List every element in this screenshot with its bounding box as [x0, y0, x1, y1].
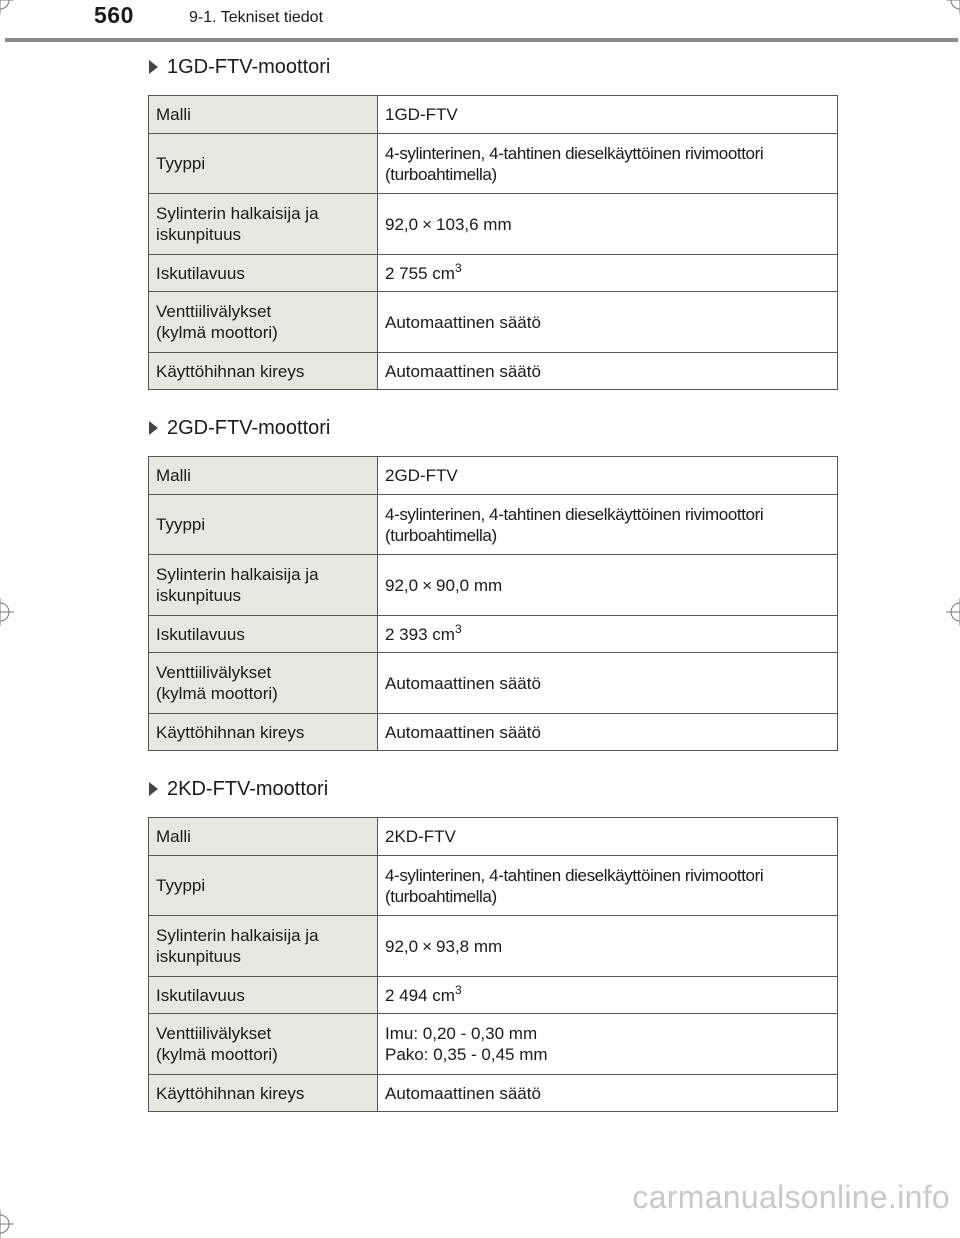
- stroke-value: 103,6 mm: [436, 214, 512, 234]
- bore-stroke-label: [149, 194, 378, 255]
- bore-stroke-value: [378, 555, 838, 616]
- triangle-bullet-icon: [149, 421, 158, 435]
- type-value: [378, 495, 838, 555]
- displacement-value: [378, 977, 838, 1014]
- valve-clearance-value: [378, 653, 838, 714]
- displacement-exponent: 3: [454, 982, 462, 997]
- model-value: 1GD-FTV: [378, 96, 838, 134]
- spec-table: [148, 95, 838, 390]
- bore-value: 92,0: [385, 936, 419, 956]
- model-value: 2GD-FTV: [378, 457, 838, 495]
- bore-stroke-label-line-2: iskunpituus: [156, 947, 242, 966]
- type-value-line-2: (turboahtimella): [385, 525, 497, 545]
- triangle-bullet-icon: [149, 782, 158, 796]
- belt-tension-value: Automaattinen säätö: [378, 714, 838, 751]
- valve-clearance-value: [378, 292, 838, 353]
- section-title: [148, 53, 330, 81]
- valve-clearance-value-line-1: Automaattinen säätö: [385, 673, 541, 693]
- displacement-number: 2 494 cm: [385, 985, 455, 1005]
- table-row: [149, 1014, 838, 1075]
- type-value: [378, 856, 838, 916]
- type-value-line-1: 4-sylinterinen, 4-tahtinen dieselkäyttöinen rivimoottori: [385, 865, 764, 885]
- section-title: [148, 414, 330, 442]
- model-label: Malli: [149, 96, 378, 134]
- model-label: Malli: [149, 457, 378, 495]
- type-value-line-2: (turboahtimella): [385, 164, 497, 184]
- displacement-value: [378, 255, 838, 292]
- table-row: [149, 96, 838, 134]
- table-row: [149, 977, 838, 1014]
- bore-stroke-label-line-1: Sylinterin halkaisija ja: [156, 926, 319, 945]
- stroke-value: 93,8 mm: [436, 936, 503, 956]
- times-sign: ×: [422, 214, 433, 234]
- bore-value: 92,0: [385, 214, 419, 234]
- valve-clearance-value: [378, 1014, 838, 1075]
- valve-clearance-value-line-2: Pako: 0,35 - 0,45 mm: [385, 1045, 548, 1064]
- crop-mark-top-left-icon: [0, 0, 14, 14]
- crop-mark-mid-left-icon: [0, 598, 14, 626]
- section-title-text: 2GD-FTV-moottori: [167, 416, 331, 439]
- section-title: [148, 775, 328, 803]
- type-value-line-1: 4-sylinterinen, 4-tahtinen dieselkäyttöinen rivimoottori: [385, 143, 764, 163]
- table-row: [149, 714, 838, 751]
- valve-clearance-label-line-2: (kylmä moottori): [156, 684, 278, 703]
- belt-tension-label: Käyttöhihnan kireys: [149, 714, 378, 751]
- section-title-text: 1GD-FTV-moottori: [167, 55, 331, 78]
- table-row: [149, 134, 838, 194]
- table-row: [149, 1075, 838, 1112]
- section-title-text: 2KD-FTV-moottori: [167, 777, 329, 800]
- table-row: [149, 255, 838, 292]
- model-label: Malli: [149, 818, 378, 856]
- type-label: Tyyppi: [149, 134, 378, 194]
- belt-tension-label: Käyttöhihnan kireys: [149, 1075, 378, 1112]
- table-row: [149, 194, 838, 255]
- table-row: [149, 457, 838, 495]
- table-row: [149, 916, 838, 977]
- bore-stroke-value: [378, 916, 838, 977]
- valve-clearance-label-line-2: (kylmä moottori): [156, 1045, 278, 1064]
- belt-tension-value: Automaattinen säätö: [378, 353, 838, 390]
- displacement-value: [378, 616, 838, 653]
- bore-stroke-label-line-2: iskunpituus: [156, 586, 242, 605]
- valve-clearance-label-line-2: (kylmä moottori): [156, 323, 278, 342]
- table-row: [149, 495, 838, 555]
- triangle-bullet-icon: [149, 60, 158, 74]
- page-number: 560: [94, 2, 134, 28]
- times-sign: ×: [422, 936, 433, 956]
- table-row: [149, 856, 838, 916]
- bore-value: 92,0: [385, 575, 419, 595]
- valve-clearance-value-line-1: Imu: 0,20 - 0,30 mm: [385, 1024, 538, 1043]
- bore-stroke-label-line-1: Sylinterin halkaisija ja: [156, 565, 319, 584]
- crop-mark-mid-right-icon: [946, 598, 960, 626]
- table-row: [149, 555, 838, 616]
- valve-clearance-label-line-1: Venttiilivälykset: [156, 663, 272, 682]
- type-label: Tyyppi: [149, 856, 378, 916]
- stroke-value: 90,0 mm: [436, 575, 503, 595]
- displacement-number: 2 755 cm: [385, 263, 455, 283]
- chapter-heading: 9-1. Tekniset tiedot: [189, 9, 324, 26]
- bore-stroke-label: [149, 555, 378, 616]
- table-row: [149, 653, 838, 714]
- displacement-label: Iskutilavuus: [149, 977, 378, 1014]
- valve-clearance-value-line-1: Automaattinen säätö: [385, 312, 541, 332]
- spec-table: [148, 456, 838, 751]
- displacement-exponent: 3: [454, 621, 462, 636]
- model-value: 2KD-FTV: [378, 818, 838, 856]
- type-value-line-1: 4-sylinterinen, 4-tahtinen dieselkäyttöinen rivimoottori: [385, 504, 764, 524]
- crop-mark-bottom-left-icon: [0, 1210, 14, 1238]
- crop-mark-top-right-icon: [946, 0, 960, 14]
- valve-clearance-label-line-1: Venttiilivälykset: [156, 1024, 272, 1043]
- belt-tension-value: Automaattinen säätö: [378, 1075, 838, 1112]
- valve-clearance-label: [149, 1014, 378, 1075]
- watermark-text: carmanualsonline.info: [632, 1179, 950, 1215]
- header-rule: [5, 38, 958, 42]
- table-row: [149, 616, 838, 653]
- valve-clearance-label-line-1: Venttiilivälykset: [156, 302, 272, 321]
- displacement-exponent: 3: [454, 260, 462, 275]
- bore-stroke-label-line-1: Sylinterin halkaisija ja: [156, 204, 319, 223]
- table-row: [149, 353, 838, 390]
- type-label: Tyyppi: [149, 495, 378, 555]
- table-row: [149, 818, 838, 856]
- valve-clearance-label: [149, 653, 378, 714]
- belt-tension-label: Käyttöhihnan kireys: [149, 353, 378, 390]
- table-row: [149, 292, 838, 353]
- bore-stroke-label: [149, 916, 378, 977]
- valve-clearance-label: [149, 292, 378, 353]
- spec-table: [148, 817, 838, 1112]
- displacement-number: 2 393 cm: [385, 624, 455, 644]
- displacement-label: Iskutilavuus: [149, 255, 378, 292]
- type-value-line-2: (turboahtimella): [385, 886, 497, 906]
- bore-stroke-label-line-2: iskunpituus: [156, 225, 242, 244]
- bore-stroke-value: [378, 194, 838, 255]
- times-sign: ×: [422, 575, 433, 595]
- displacement-label: Iskutilavuus: [149, 616, 378, 653]
- type-value: [378, 134, 838, 194]
